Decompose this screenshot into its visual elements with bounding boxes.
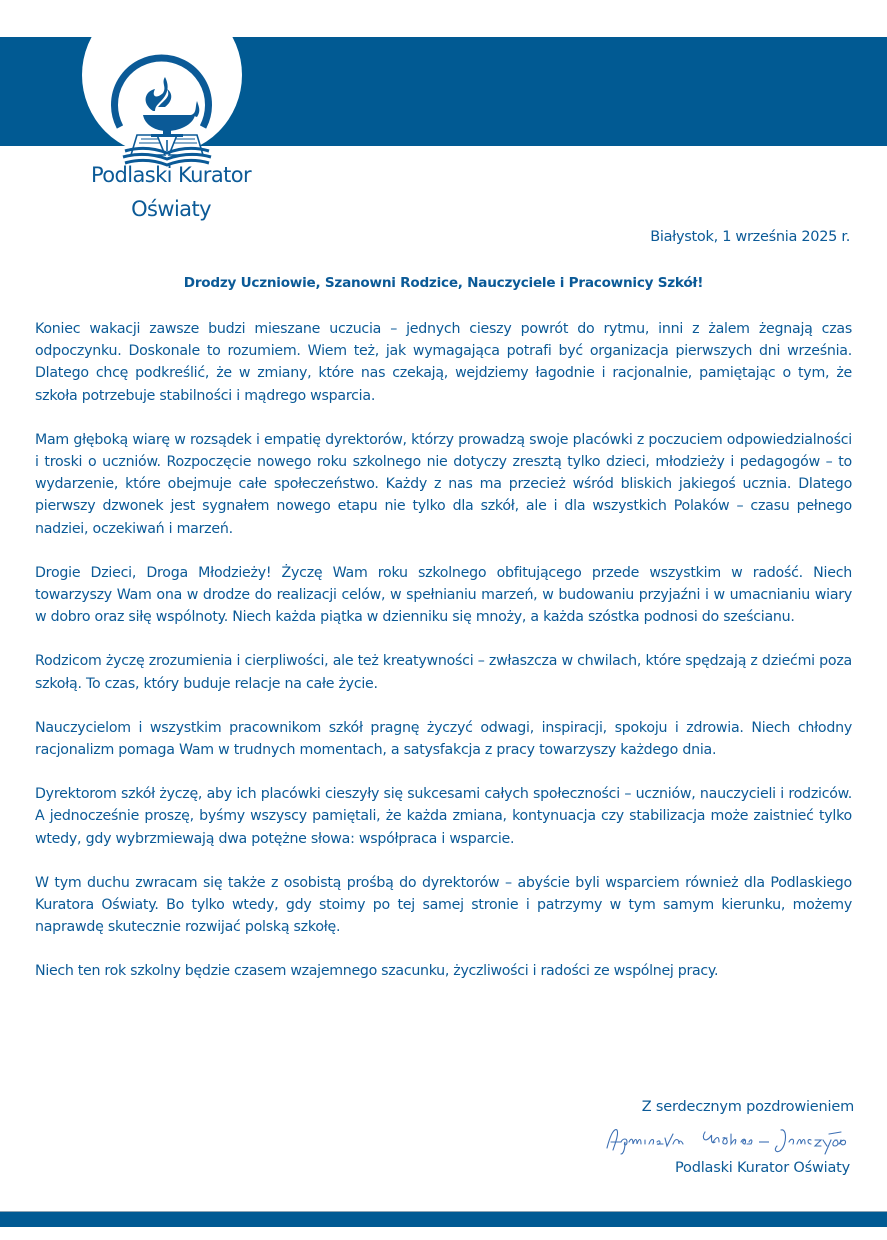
logo-line-1: Podlaski Kurator — [90, 163, 252, 187]
logo-wordmark — [64, 158, 278, 226]
paragraph: Drogie Dzieci, Droga Młodzieży! Życzę Wam roku szkolnego obfitującego przede wszystkim w radość. Niech towarzyszy Wam ona w drodze do realizacji celów, w spełnianiu marzeń, w budowaniu przyjaźni i w umacnianiu wiary w dobro oraz siłę wspólnoty. Niech każda piątka w dzienniku się mnoży, a każda szóstka podnosi do sześcianu. — [35, 564, 852, 626]
footer-banner — [0, 1211, 887, 1227]
letter-date: Białystok, 1 września 2025 r. — [650, 229, 850, 245]
paragraph: Koniec wakacji zawsze budzi mieszane uczucia – jednych cieszy powrót do rytmu, inni z żalem żegnają czas odpoczynku. Doskonale to rozumiem. Wiem też, jak wymagająca potrafi być organizacja pierwszych dni września. Dlatego chcę podkreślić, że w zmiany, które nas czekają, wejdziemy łagodnie i racjonalnie, pamiętając o tym, że szkoła potrzebuje stabilności i mądrego wsparcia. — [35, 321, 852, 404]
paragraph: Rodzicom życzę zrozumienia i cierpliwości, ale też kreatywności – zwłaszcza w chwilach, które spędzają z dziećmi poza szkołą. To czas, który buduje relacje na całe życie. — [35, 653, 852, 692]
paragraph: Dyrektorom szkół życzę, aby ich placówki cieszyły się sukcesami całych społeczności – uczniów, nauczycieli i rodziców. A jednocześnie proszę, byśmy wszyscy pamiętali, że każda zmiana, kontynuacja czy stabilizacja może zaistnieć tylko wtedy, gdy wybrzmiewają dwa potężne słowa: współpraca i wsparcie. — [35, 786, 852, 847]
oil-lamp-on-open-book-icon — [103, 27, 223, 167]
paragraph: W tym duchu zwracam się także z osobistą prośbą do dyrektorów – abyście byli wsparciem również dla Podlaskiego Kuratora Oświaty. Bo tylko wtedy, gdy stoimy po tej samej stronie i patrzymy w tym samym kierunku, możemy naprawdę skutecznie rozwijać polską szkołę. — [35, 874, 852, 936]
paragraph: Nauczycielom i wszystkim pracownikom szkół pragnę życzyć odwagi, inspiracji, spokoju i zdrowia. Niech chłodny racjonalizm pomaga Wam w trudnych momentach, a satysfakcja z pracy towarzyszy każdego dnia. — [35, 719, 852, 759]
handwritten-signature — [601, 1124, 851, 1156]
signer-title: Podlaski Kurator Oświaty — [675, 1160, 850, 1176]
paragraph: Niech ten rok szkolny będzie czasem wzajemnego szacunku, życzliwości i radości ze wspólnej pracy. — [35, 963, 719, 980]
letter-body — [35, 318, 852, 1005]
logo-line-2: Oświaty — [131, 197, 211, 221]
paragraph: Mam głęboką wiarę w rozsądek i empatię dyrektorów, którzy prowadzą swoje placówki z poczuciem odpowiedzialności i troski o uczniów. Rozpoczęcie nowego roku szkolnego nie dotyczy zresztą tylko dzieci, młodzieży i pedagogów – to wydarzenie, które obejmuje całe społeczeństwo. Każdy z nas ma przecież wśród bliskich jakiegoś ucznia. Dlatego pierwszy dzwonek jest sygnałem nowego etapu nie tylko dla szkół, ale i dla wszystkich Polaków – czasu pełnego nadziei, oczekiwań i marzeń. — [35, 431, 852, 537]
letter-salutation: Drodzy Uczniowie, Szanowni Rodzice, Nauczyciele i Pracownicy Szkół! — [183, 275, 704, 291]
letter-closing: Z serdecznym pozdrowieniem — [641, 1099, 854, 1115]
